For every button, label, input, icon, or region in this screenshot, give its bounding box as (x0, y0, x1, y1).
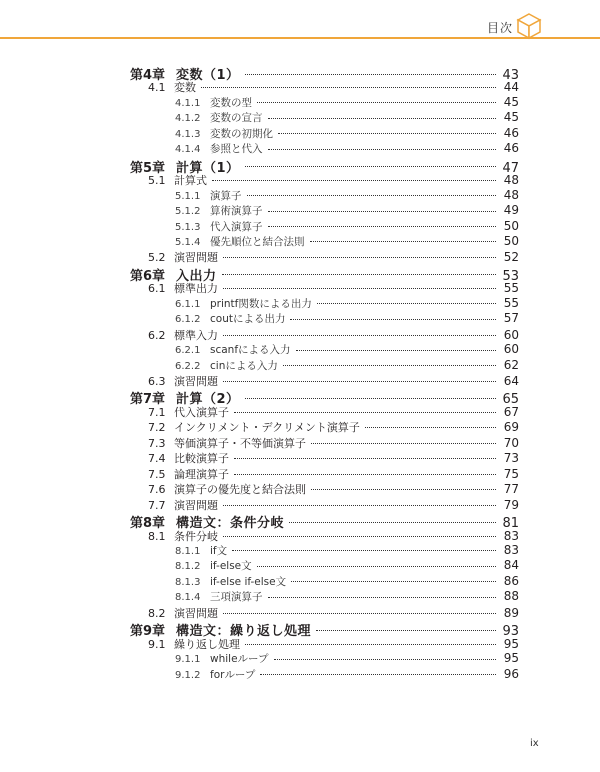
toc-section-row[interactable] (148, 404, 519, 420)
toc-title: printf関数による出力 (210, 297, 312, 310)
toc-page-number: 88 (503, 589, 519, 604)
toc-page-number: 43 (502, 68, 519, 83)
toc-dot-leader (223, 612, 496, 614)
toc-section-row[interactable] (148, 528, 519, 544)
toc-title: 演習問題 (174, 498, 218, 512)
toc-number: 9.1.1 (175, 654, 201, 666)
toc-subsection-row[interactable] (175, 543, 519, 558)
toc-subsection-row[interactable] (175, 141, 519, 156)
toc-dot-leader (268, 596, 497, 598)
toc-section-row[interactable] (148, 636, 519, 652)
toc-title: if-else if-else文 (210, 575, 287, 588)
toc-title: 変数の型 (210, 96, 252, 109)
toc-subsection-row[interactable] (175, 234, 519, 249)
toc-title: 演習問題 (174, 375, 218, 388)
toc-number: 5.1.3 (175, 221, 201, 233)
toc-title: インクリメント・デクリメント演算子 (174, 421, 360, 435)
toc-page-number: 84 (503, 558, 519, 573)
toc-dot-leader (223, 256, 496, 258)
toc-subsection-row[interactable] (175, 358, 519, 373)
toc-page-number: 45 (503, 110, 519, 125)
toc-title: 代入演算子 (210, 220, 263, 233)
toc-number: 7.2 (148, 421, 166, 435)
toc-page-number: 96 (503, 666, 519, 681)
toc-dot-leader (245, 165, 496, 167)
toc-section-row[interactable] (148, 450, 519, 466)
toc-title: 標準入力 (174, 328, 218, 342)
toc-dot-leader (234, 473, 496, 475)
toc-page-number: 70 (503, 435, 519, 450)
toc-title: 入出力 (176, 268, 217, 284)
toc-dot-leader (234, 457, 496, 459)
toc-title: 計算式 (174, 174, 207, 188)
toc-dot-leader (268, 117, 497, 119)
toc-page-number: 83 (503, 528, 519, 543)
toc-page-number: 55 (503, 281, 519, 296)
toc-subsection-row[interactable] (175, 651, 519, 666)
toc-page-number: 49 (503, 203, 519, 218)
toc-subsection-row[interactable] (175, 311, 519, 326)
toc-dot-leader (201, 86, 496, 88)
toc-subsection-row[interactable] (175, 95, 519, 110)
toc-page-number: 50 (503, 233, 519, 248)
toc-title: 論理演算子 (174, 467, 229, 481)
toc-page-number: 77 (503, 482, 519, 497)
toc-page-number: 50 (503, 218, 519, 233)
toc-dot-leader (234, 411, 496, 413)
toc-title: 参照と代入 (210, 143, 263, 156)
toc-page-number: 44 (503, 80, 519, 95)
toc-title: 算術演算子 (210, 205, 263, 218)
toc-title: 構造文：条件分岐 (176, 516, 285, 532)
toc-subsection-row[interactable] (175, 126, 519, 141)
toc-section-row[interactable] (148, 327, 519, 343)
toc-number: 5.1.2 (175, 206, 201, 218)
toc-page-number: 93 (502, 624, 519, 640)
toc-title: 変数 (174, 81, 196, 95)
toc-subsection-row[interactable] (175, 110, 519, 125)
toc-section-row[interactable] (148, 280, 519, 296)
toc-page-number: 62 (503, 357, 519, 372)
toc-page-number: 79 (503, 497, 519, 512)
toc-page-number: 57 (503, 311, 519, 326)
toc-page-number: 55 (503, 295, 519, 310)
toc-number: 第9章 (130, 624, 166, 640)
toc-page-number: 48 (503, 173, 519, 188)
toc-dot-leader (311, 488, 496, 490)
page-number: ix (530, 738, 539, 749)
toc-number: 6.2.1 (175, 345, 201, 357)
toc-title: 計算（2） (176, 392, 240, 408)
toc-title: 比較演算子 (174, 452, 229, 466)
toc-title: if-else文 (210, 560, 252, 573)
toc-dot-leader (223, 334, 496, 336)
toc-number: 7.5 (148, 467, 166, 481)
toc-subsection-row[interactable] (175, 203, 519, 218)
toc-title: if文 (210, 544, 228, 557)
toc-number: 第7章 (130, 392, 166, 408)
toc-number: 4.1.3 (175, 128, 201, 140)
toc-title: cinによる入力 (210, 359, 278, 372)
toc-page-number: 53 (502, 268, 519, 284)
toc-title: 等価演算子・不等価演算子 (174, 436, 306, 450)
toc-dot-leader (289, 521, 496, 523)
toc-dot-leader (245, 643, 496, 645)
toc-title: 代入演算子 (174, 405, 229, 419)
toc-number: 6.2 (148, 328, 166, 342)
toc-page-number: 73 (503, 451, 519, 466)
toc-number: 4.1.2 (175, 113, 201, 125)
toc-page-number: 83 (503, 542, 519, 557)
toc-dot-leader (268, 225, 497, 227)
toc-page-number: 95 (503, 651, 519, 666)
toc-dot-leader (212, 179, 496, 181)
toc-title: 変数の初期化 (210, 127, 273, 140)
toc-title: 演習問題 (174, 606, 218, 620)
toc-title: 演算子の優先度と結合法則 (174, 483, 306, 497)
toc-dot-leader (222, 273, 496, 275)
toc-title: forループ (210, 668, 256, 681)
toc-dot-leader (316, 629, 496, 631)
toc-number: 7.4 (148, 452, 166, 466)
toc-page-number: 89 (503, 605, 519, 620)
toc-page-number: 47 (502, 160, 519, 176)
toc-title: 繰り返し処理 (174, 637, 240, 651)
toc-subsection-row[interactable] (175, 589, 519, 604)
toc-subsection-row[interactable] (175, 342, 519, 357)
toc-title: 変数（1） (176, 68, 240, 83)
toc-number: 4.1 (148, 81, 166, 95)
toc-number: 6.2.2 (175, 360, 201, 372)
toc-subsection-row[interactable] (175, 667, 519, 682)
toc-title: 標準出力 (174, 282, 218, 296)
toc-number: 8.2 (148, 606, 166, 620)
toc-page-number: 64 (503, 374, 519, 388)
toc-number: 7.6 (148, 483, 166, 497)
toc-dot-leader (310, 240, 497, 242)
toc-page-number: 60 (503, 327, 519, 342)
toc-dot-leader (291, 580, 496, 582)
toc-subsection-row[interactable] (175, 574, 519, 589)
toc-number: 第4章 (130, 68, 166, 83)
toc-page-number: 46 (503, 141, 519, 156)
toc-page-number: 67 (503, 404, 519, 419)
toc-page-number: 48 (503, 187, 519, 202)
toc-dot-leader (283, 364, 496, 366)
toc-dot-leader (278, 132, 496, 134)
toc-number: 8.1.3 (175, 576, 201, 588)
toc-number: 第6章 (130, 268, 166, 284)
toc-number: 4.1.1 (175, 97, 201, 109)
toc-dot-leader (245, 73, 496, 75)
toc-dot-leader (232, 549, 496, 551)
toc-subsection-row[interactable] (175, 188, 519, 203)
toc-page-number: 69 (503, 420, 519, 435)
toc-title: scanfによる入力 (210, 344, 291, 357)
toc-title: 演算子 (210, 189, 242, 202)
toc-dot-leader (257, 101, 496, 103)
toc-number: 5.1 (148, 174, 166, 188)
toc-page-number: 60 (503, 342, 519, 357)
toc-section-row[interactable] (148, 435, 519, 451)
toc-dot-leader (223, 380, 496, 382)
toc-number: 8.1.2 (175, 561, 201, 573)
toc-dot-leader (268, 148, 497, 150)
toc-title: whileループ (210, 653, 269, 666)
toc-subsection-row[interactable] (175, 219, 519, 234)
toc-section-row[interactable] (148, 172, 519, 188)
toc-dot-leader (296, 349, 496, 351)
toc-number: 6.1.1 (175, 298, 201, 310)
toc-page-number: 46 (503, 125, 519, 140)
toc-section-row[interactable] (148, 497, 519, 513)
toc-number: 8.1 (148, 529, 166, 543)
toc-section-row[interactable] (148, 481, 519, 497)
toc-dot-leader (260, 673, 496, 675)
toc-title: 変数の宣言 (210, 112, 263, 125)
toc-subsection-row[interactable] (175, 296, 519, 311)
toc-title: 演習問題 (174, 251, 218, 265)
toc-title: 構造文：繰り返し処理 (176, 624, 312, 640)
toc-number: 6.1 (148, 282, 166, 296)
toc-number: 7.7 (148, 498, 166, 512)
toc-number: 第8章 (130, 516, 166, 532)
toc-page-number: 45 (503, 94, 519, 109)
toc-dot-leader (223, 287, 496, 289)
header-title: 目次 (487, 21, 514, 35)
toc-number: 8.1.4 (175, 592, 201, 604)
toc-subsection-row[interactable] (175, 558, 519, 573)
toc-dot-leader (247, 194, 497, 196)
toc-number: 5.1.4 (175, 236, 201, 248)
toc-page-number: 86 (503, 573, 519, 588)
toc-page-number: 95 (503, 636, 519, 651)
toc-dot-leader (365, 426, 496, 428)
toc-dot-leader (268, 210, 497, 212)
toc-dot-leader (290, 318, 496, 320)
toc-number: 6.3 (148, 375, 166, 388)
toc-section-row[interactable] (148, 419, 519, 435)
toc-title: 条件分岐 (174, 529, 218, 543)
toc-title: 三項演算子 (210, 591, 263, 604)
toc-section-row[interactable] (148, 79, 519, 95)
toc-dot-leader (223, 535, 496, 537)
toc-number: 6.1.2 (175, 314, 201, 326)
toc-dot-leader (311, 442, 496, 444)
toc-number: 5.2 (148, 251, 166, 265)
toc-section-row[interactable] (148, 373, 519, 389)
toc-number: 8.1.1 (175, 545, 201, 557)
toc-number: 9.1 (148, 637, 166, 651)
toc-page-number: 65 (502, 392, 519, 408)
toc-dot-leader (245, 397, 496, 399)
toc-dot-leader (317, 302, 496, 304)
toc-number: 第5章 (130, 160, 166, 176)
toc-page-number: 75 (503, 466, 519, 481)
toc-dot-leader (223, 504, 496, 506)
toc-section-row[interactable] (148, 249, 519, 265)
toc-dot-leader (274, 658, 496, 660)
toc-title: 計算（1） (176, 160, 240, 176)
toc-number: 4.1.4 (175, 144, 201, 156)
toc-section-row[interactable] (148, 466, 519, 482)
toc-page-number: 52 (503, 250, 519, 265)
toc-page-number: 81 (502, 516, 519, 532)
toc-dot-leader (257, 565, 496, 567)
toc-number: 5.1.1 (175, 190, 201, 202)
toc-number: 7.1 (148, 405, 166, 419)
toc-number: 7.3 (148, 436, 166, 450)
toc-title: coutによる出力 (210, 313, 286, 326)
toc-title: 優先順位と結合法則 (210, 235, 305, 248)
toc-section-row[interactable] (148, 605, 519, 621)
toc-number: 9.1.2 (175, 669, 201, 681)
